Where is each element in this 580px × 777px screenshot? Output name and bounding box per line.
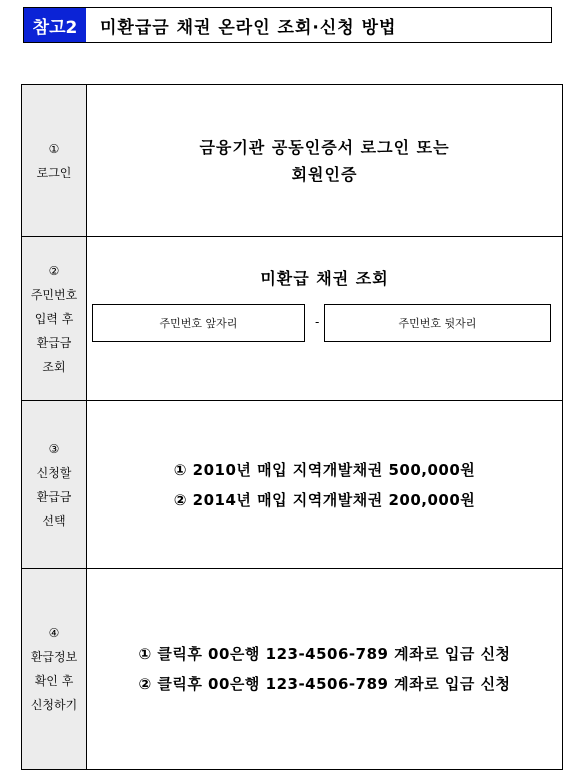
step-row-select	[22, 401, 562, 569]
step-label-line: 환급금	[36, 335, 72, 350]
step-label-line: 확인 후	[34, 674, 74, 688]
step-label-cell	[22, 85, 87, 236]
reference-tag: 참고2	[24, 8, 86, 42]
step-label-line: 선택	[42, 513, 66, 528]
step-label-cell	[22, 237, 87, 400]
content-line: 회원인증	[291, 164, 358, 184]
step-row-apply	[22, 569, 562, 769]
step-label-line: 조회	[42, 359, 66, 374]
page-title: 미환급금 채권 온라인 조회·신청 방법	[100, 17, 397, 38]
ssn-front-input[interactable]: 주민번호 앞자리	[92, 304, 305, 342]
step-content-cell	[87, 401, 562, 568]
apply-option-2[interactable]: ② 클릭후 00은행 123-4506-789 계좌로 입금 신청	[138, 675, 511, 693]
apply-option-1[interactable]: ① 클릭후 00은행 123-4506-789 계좌로 입금 신청	[138, 645, 511, 663]
step-label-line: 주민번호	[30, 287, 78, 302]
lookup-heading: 미환급 채권 조회	[260, 269, 389, 288]
step-number: ④	[48, 626, 60, 640]
step-row-lookup	[22, 237, 562, 401]
step-label-line: 신청할	[36, 465, 72, 480]
step-number: ①	[48, 141, 60, 156]
step-number: ②	[48, 263, 60, 278]
step-content-cell	[87, 237, 562, 400]
step-label-cell	[22, 569, 87, 769]
ssn-back-input[interactable]: 주민번호 뒷자리	[324, 304, 551, 342]
ssn-separator: -	[315, 315, 320, 329]
title-box	[23, 7, 552, 43]
step-content-cell	[87, 85, 562, 236]
step-label-line: 환급금	[36, 489, 72, 504]
bond-option-2[interactable]: ② 2014년 매입 지역개발채권 200,000원	[173, 490, 476, 509]
step-label-line: 로그인	[36, 165, 72, 180]
bond-option-1[interactable]: ① 2010년 매입 지역개발채권 500,000원	[173, 460, 476, 479]
content-line: 금융기관 공동인증서 로그인 또는	[199, 137, 450, 157]
procedure-table	[21, 84, 563, 770]
step-number: ③	[48, 441, 60, 456]
step-label-line: 입력 후	[34, 311, 74, 326]
step-label-cell	[22, 401, 87, 568]
step-content-cell	[87, 569, 562, 769]
ssn-input-group	[87, 304, 562, 344]
step-row-login	[22, 85, 562, 237]
step-label-line: 신청하기	[30, 698, 78, 712]
step-label-line: 환급정보	[30, 650, 78, 664]
